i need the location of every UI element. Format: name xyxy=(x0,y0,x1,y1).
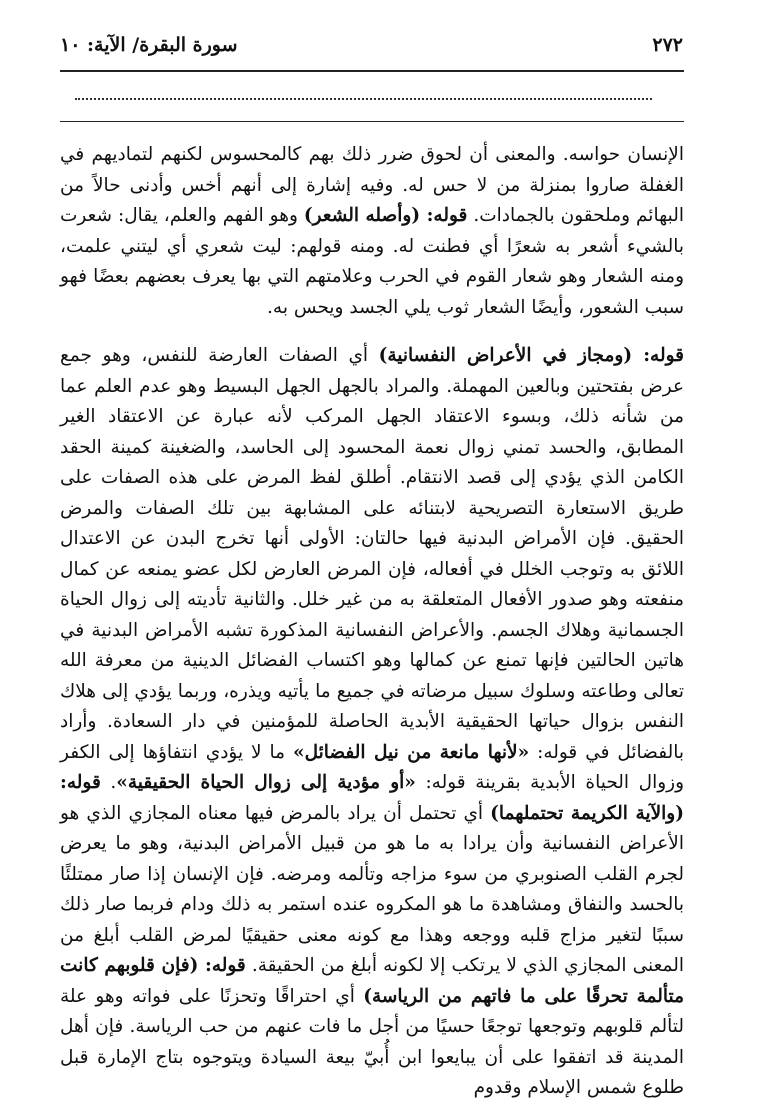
page-number: ٢٧٢ xyxy=(652,34,683,56)
running-title: سورة البقرة/ الآية: ١٠ xyxy=(60,34,238,56)
text-segment: ما لا يؤدي انتفاؤها إلى الكفر وزوال الحياة الأبدية بقرينة قوله: xyxy=(60,741,685,793)
dotted-separator xyxy=(75,82,652,100)
text-segment: أي احتراقًا وتحزنًا على فواته وهو علة لتألم قلوبهم وتوجعها توجعًا حسيًا من أجل ما فات عنهم من حب الرياسة. فإن أهل المدينة قد اتفقوا على أن يبايعوا ابن أُبيّ بيعة السيادة ويتوجوه بتاج الإمارة قبل طلوع شمس الإسلام وقدوم xyxy=(60,985,684,1098)
text-segment: أي الصفات العارضة للنفس، وهو جمع عرض بفتحتين وبالعين المهملة. والمراد بالجهل الجهل البسيط وهو عدم العلم عما من شأنه ذلك، وبسوء الاعتقاد الجهل المركب لأنه عبارة عن الاعتقاد الغير المطابق، والحسد تمني زوال نعمة المحسود إلى الحاسد، والضغينة كمينة الحقد الكامن الذي يؤدي إلى قصد الانتقام. أطلق لفظ المرض على هذه الصفات على طريق الاستعارة التصريحية لابتنائه على المشابهة بين تلك الصفات والمرض الحقيق. فإن الأمراض البدنية فيها حالتان: الأولى أنها تخرج البدن عن الاعتدال اللائق به وتوجب الخلل في أفعاله، فإن المرض العارض لكل عضو يمنعه عن كمال منفعته وهو صدور الأفعال المتعلقة به من غير خلل. والثانية تأديته إلى زوال الحياة الجسمانية وهلاك الجسم. والأعراض النفسانية المذكورة تشبه الأمراض البدنية في هاتين الحالتين فإنها تمنع عن كمالها وهو اكتساب الفضائل الدينية من معرفة الله تعالى وطاعته وسلوك سبيل مرضاته في جميع ما يأتيه ويذره، وربما يؤدي إلى هلاك النفس بزوال حياتها الحقيقية الأبدية الحاصلة للمؤمنين في دار السعادة. وأراد بالفضائل في قوله: xyxy=(60,345,685,763)
paragraph-1 xyxy=(60,140,684,323)
text-segment: أي تحتمل أن يراد بالمرض فيها معناه المجازي الذي هو الأعراض النفسانية وأن يرادا به ما هو من قبيل الأمراض البدنية، وهو ما يعرض لجرم القلب الصنوبري من سوء مزاجه وتألمه ومرضه. فإن الإنسان إذا صار ممتلئًا بالحسد والنفاق ومشاهدة ما هو المكروه عنده استمر به ذلك ودام فربما صار ذلك سببًا لتغير مزاج قلبه ووجعه وهذا مع كونه معنى حقيقيًا لمرض القلب أبلغ من المعنى المجازي الذي لا يرتكب إلا لكونه أبلغ من الحقيقة. xyxy=(60,802,684,976)
commentary-body xyxy=(60,140,684,1104)
text-segment: الإنسان حواسه. والمعنى أن لحوق ضرر ذلك بهم كالمحسوس لكنهم لتماديهم في الغفلة صاروا بمنزلة من لا حس له. وفيه إشارة إلى أنهم أخس وأدنى حالاً من البهائم وملحقون بالجمادات. xyxy=(60,144,684,226)
body-rule xyxy=(60,121,684,122)
lemma-heading: قوله: (فإن قلوبهم كانت متألمة تحرقًا على ما فاتهم من الرياسة) xyxy=(60,955,684,1007)
header-rule xyxy=(60,70,684,72)
text-segment: وهو الفهم والعلم، يقال: شعرت بالشيء أشعر به شعرًا أي فطنت له. ومنه قولهم: ليت شعري أي ليتني علمت، ومنه الشعار وهو شعار القوم في الحرب وعلامتهم التي بها يعرف بعضهم بعضًا فهو سبب الشعور، وأيضًا الشعار ثوب يلي الجسد ويحس به. xyxy=(60,205,684,318)
page-header xyxy=(60,32,683,62)
lemma-heading: قوله: (وأصله الشعر) xyxy=(303,205,468,226)
quoted-phrase: «لأنها مانعة من نيل الفضائل» xyxy=(293,741,530,763)
lemma-heading: قوله: (والآية الكريمة تحتملهما) xyxy=(60,772,684,824)
text-segment: . xyxy=(100,772,117,793)
paragraph-2 xyxy=(60,341,684,1104)
quoted-phrase: «أو مؤدية إلى زوال الحياة الحقيقية» xyxy=(116,772,416,793)
lemma-heading: قوله: (ومجاز في الأعراض النفسانية) xyxy=(378,345,684,366)
